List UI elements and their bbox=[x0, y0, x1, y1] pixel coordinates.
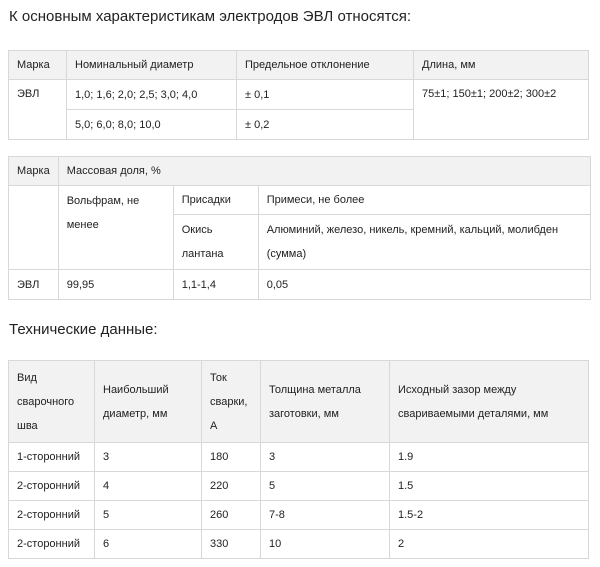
header-mass-fraction: Массовая доля, % bbox=[58, 157, 590, 186]
seam-type-cell: 1-сторонний bbox=[9, 443, 95, 472]
thickness-cell: 3 bbox=[261, 443, 390, 472]
header-length: Длина, мм bbox=[414, 51, 589, 80]
header-line: шва bbox=[17, 419, 38, 432]
tungsten-cell: 99,95 bbox=[58, 270, 173, 300]
thickness-cell: 10 bbox=[261, 530, 390, 559]
header-line: сварочного bbox=[17, 395, 75, 408]
mass-fraction-table bbox=[8, 156, 591, 300]
header-current bbox=[202, 361, 261, 443]
header-line: сварки, bbox=[210, 395, 248, 408]
deviation-cell: ± 0,1 bbox=[237, 80, 414, 110]
header-line: заготовки, мм bbox=[269, 407, 339, 420]
header-line: Исходный зазор между bbox=[398, 383, 517, 396]
thickness-cell: 5 bbox=[261, 472, 390, 501]
lanthanum-header-cell bbox=[173, 215, 258, 270]
technical-data-table bbox=[8, 360, 589, 559]
table-header-row bbox=[9, 361, 589, 443]
gap-cell: 1.5 bbox=[390, 472, 589, 501]
diameter-cell: 5 bbox=[95, 501, 202, 530]
gap-cell: 2 bbox=[390, 530, 589, 559]
diameter-cell: 3 bbox=[95, 443, 202, 472]
header-line: Толщина металла bbox=[269, 383, 361, 396]
impurities-header: Примеси, не более bbox=[258, 186, 590, 215]
brand-cell: ЭВЛ bbox=[9, 80, 67, 140]
header-line: А bbox=[210, 419, 218, 432]
lanthanum-label-line1: Окись bbox=[181, 224, 213, 236]
current-cell: 260 bbox=[202, 501, 261, 530]
diameter-cell: 5,0; 6,0; 8,0; 10,0 bbox=[67, 110, 237, 140]
table-row bbox=[9, 80, 589, 110]
current-cell: 180 bbox=[202, 443, 261, 472]
table-row bbox=[9, 530, 589, 559]
header-nominal-diameter: Номинальный диаметр bbox=[67, 51, 237, 80]
table-row bbox=[9, 443, 589, 472]
header-line: Наибольший bbox=[103, 383, 169, 396]
diameter-cell: 4 bbox=[95, 472, 202, 501]
table-header-row bbox=[9, 51, 589, 80]
deviation-cell: ± 0,2 bbox=[237, 110, 414, 140]
length-cell: 75±1; 150±1; 200±2; 300±2 bbox=[414, 80, 589, 140]
seam-type-cell: 2-сторонний bbox=[9, 501, 95, 530]
impurities-cell: 0,05 bbox=[258, 270, 590, 300]
header-brand: Марка bbox=[9, 157, 59, 186]
header-line: Ток bbox=[210, 371, 227, 384]
lanthanum-cell: 1,1-1,4 bbox=[173, 270, 258, 300]
impurities-list-line2: (сумма) bbox=[266, 248, 307, 260]
tungsten-header-cell bbox=[58, 186, 173, 270]
seam-type-cell: 2-сторонний bbox=[9, 472, 95, 501]
gap-cell: 1.5-2 bbox=[390, 501, 589, 530]
header-line: свариваемыми деталями, мм bbox=[398, 407, 549, 420]
additives-header: Присадки bbox=[173, 186, 258, 215]
header-thickness bbox=[261, 361, 390, 443]
header-max-diameter bbox=[95, 361, 202, 443]
table-header-row bbox=[9, 157, 591, 186]
table-row bbox=[9, 501, 589, 530]
table-row bbox=[9, 270, 591, 300]
seam-type-cell: 2-сторонний bbox=[9, 530, 95, 559]
section-heading-characteristics: К основным характеристикам электродов ЭВЛ относятся: bbox=[9, 8, 412, 25]
header-seam-type bbox=[9, 361, 95, 443]
lanthanum-label-line2: лантана bbox=[181, 248, 224, 260]
header-brand: Марка bbox=[9, 51, 67, 80]
diameter-cell: 6 bbox=[95, 530, 202, 559]
header-line: Вид bbox=[17, 371, 37, 384]
electrode-dimensions-table bbox=[8, 50, 589, 140]
table-subheader-row bbox=[9, 186, 591, 215]
header-line: диаметр, мм bbox=[103, 407, 168, 420]
brand-cell: ЭВЛ bbox=[9, 270, 59, 300]
header-gap bbox=[390, 361, 589, 443]
tungsten-label-line2: менее bbox=[66, 219, 99, 231]
section-heading-technical-data: Технические данные: bbox=[9, 321, 158, 338]
thickness-cell: 7-8 bbox=[261, 501, 390, 530]
current-cell: 330 bbox=[202, 530, 261, 559]
impurities-list-line1: Алюминий, железо, никель, кремний, кальций, молибден bbox=[266, 224, 559, 236]
header-deviation: Предельное отклонение bbox=[237, 51, 414, 80]
gap-cell: 1.9 bbox=[390, 443, 589, 472]
empty-cell bbox=[9, 186, 59, 270]
tungsten-label-line1: Вольфрам, не bbox=[66, 195, 140, 207]
diameter-cell: 1,0; 1,6; 2,0; 2,5; 3,0; 4,0 bbox=[67, 80, 237, 110]
impurities-list-cell bbox=[258, 215, 590, 270]
table-row bbox=[9, 472, 589, 501]
current-cell: 220 bbox=[202, 472, 261, 501]
